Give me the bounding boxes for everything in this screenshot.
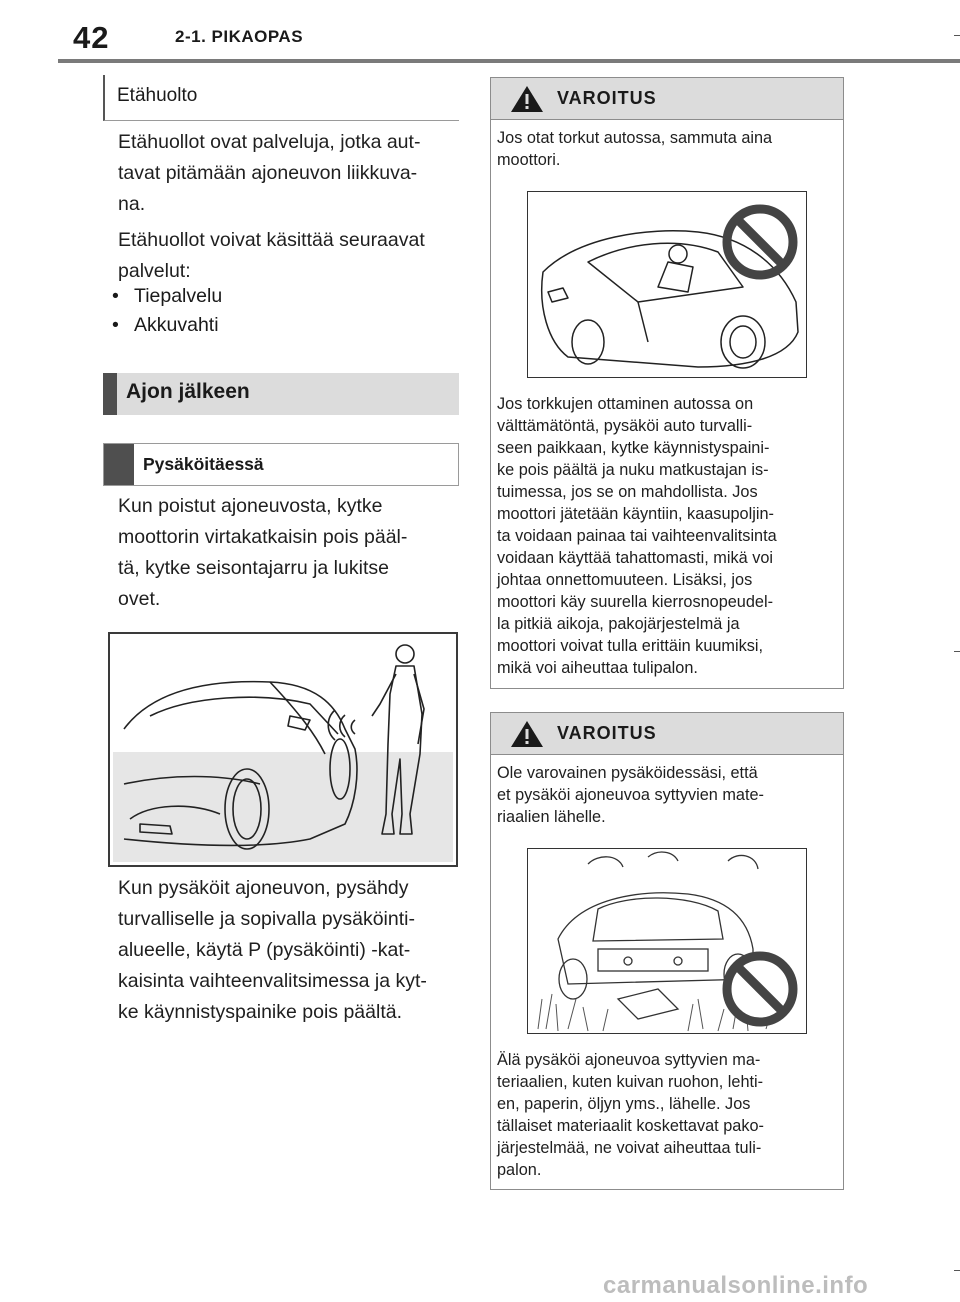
warning-body: Älä pysäköi ajoneuvoa syttyvien ma- teriaalien, kuten kuivan ruohon, lehti- en, paperin, öljyn yms., lähelle. Jos tällaiset materiaalit koskettavat pako- järjestelmää, ne voivat aiheuttaa tuli- palon. xyxy=(497,1051,764,1179)
remote-service-paragraph-1: Etähuollot ovat palveluja, jotka aut- tavat pitämään ajoneuvon liikkuva- na. xyxy=(118,131,421,215)
edge-tick xyxy=(954,651,960,652)
illustration-sleeping-in-car xyxy=(527,191,807,378)
parking-paragraph-2: Kun pysäköit ajoneuvon, pysähdy turvalliselle ja sopivalla pysäköinti- alueelle, käytä P (pysäköinti) -kat- kaisinta vaihteenvalitsimessa ja kyt- ke käynnistyspainike pois päältä. xyxy=(118,877,427,1023)
warning-box-nap xyxy=(490,77,844,689)
section-title: 2-1. PIKAOPAS xyxy=(175,27,304,46)
page-number: 42 xyxy=(73,20,110,55)
list-item: • Akkuvahti xyxy=(110,311,222,340)
car-on-dry-grass-illustration xyxy=(528,849,806,1033)
edge-tick xyxy=(954,1270,960,1271)
sleeping-driver-illustration xyxy=(528,192,806,377)
parking-heading: Pysäköitäessä xyxy=(103,443,459,486)
list-item: • Tiepalvelu xyxy=(110,282,222,311)
warning-box-flammable xyxy=(490,712,844,1190)
warning-triangle-icon xyxy=(510,85,544,113)
warning-intro: Ole varovainen pysäköidessäsi, että et pysäköi ajoneuvoa syttyvien mate- riaalien lähelle. xyxy=(497,764,764,826)
illustration-locking-car xyxy=(108,632,458,867)
warning-header: VAROITUS xyxy=(491,78,843,120)
warning-intro: Jos otat torkut autossa, sammuta aina moottori. xyxy=(497,129,773,169)
service-list xyxy=(110,282,222,340)
watermark: carmanualsonline.info xyxy=(603,1272,869,1299)
car-lock-illustration xyxy=(110,634,456,865)
warning-header: VAROITUS xyxy=(491,713,843,755)
warning-body: Jos torkkujen ottaminen autossa on välttämätöntä, pysäköi auto turvalli- seen paikkaan, kytke käynnistyspaini- ke pois päältä ja nuku matkustajan is- tuimessa, jos se on mahdollista. Jos moottori jätetään käyntiin, kaasupoljin- ta voidaan painaa tai vaihteenvalitsinta voidaan käyttää tahattomasti, mikä voi johtaa onnettomuuteen. Lisäksi, jos moottori käy suurella kierrosnopeudel- la pitkiä aikoja, pakojärjestelmä ja moottori voivat tulla erittäin kuumiksi, mikä voi aiheuttaa tulipalon. xyxy=(497,395,777,677)
after-driving-heading: Ajon jälkeen xyxy=(103,373,459,415)
parking-paragraph-1: Kun poistut ajoneuvosta, kytke moottorin virtakatkaisin pois pääl- tä, kytke seisontajarru ja lukitse ovet. xyxy=(118,495,408,610)
remote-service-paragraph-2: Etähuollot voivat käsittää seuraavat palvelut: xyxy=(118,229,425,282)
illustration-parking-on-grass xyxy=(527,848,807,1034)
edge-tick xyxy=(954,35,960,36)
remote-service-heading: Etähuolto xyxy=(103,75,459,121)
warning-triangle-icon xyxy=(510,720,544,748)
header-rule xyxy=(58,59,960,63)
